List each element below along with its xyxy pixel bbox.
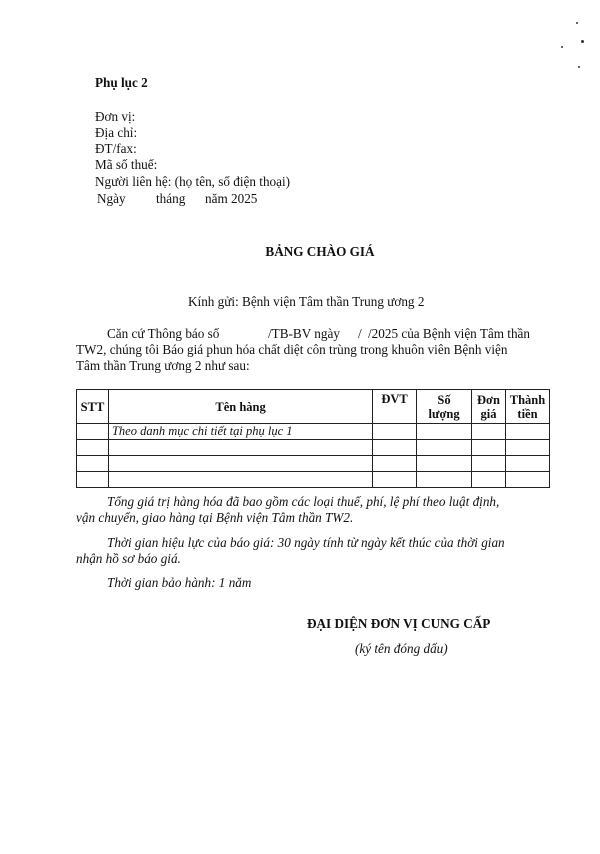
header-qty-line1: Số <box>437 392 451 407</box>
cell-price <box>471 440 505 456</box>
date-day: Ngày <box>97 191 126 206</box>
cell-stt <box>77 440 109 456</box>
table-row <box>77 440 550 456</box>
recipient-line: Kính gửi: Bệnh viện Tâm thần Trung ương 2 <box>188 294 425 309</box>
tax-code-field: Mã số thuế: <box>95 157 158 172</box>
cell-stt <box>77 472 109 488</box>
cell-unit <box>373 472 417 488</box>
document-title: BẢNG CHÀO GIÁ <box>265 244 375 259</box>
unit-field: Đơn vị: <box>95 109 136 124</box>
cell-qty <box>417 424 472 440</box>
cell-unit <box>373 440 417 456</box>
intro-line-3: Tâm thần Trung ương 2 như sau: <box>76 358 250 373</box>
intro-line-1d: /2025 của Bệnh viện Tâm thần <box>368 326 530 341</box>
address-field: Địa chỉ: <box>95 125 138 140</box>
intro-line-1c: / <box>358 326 362 341</box>
table-header-row <box>77 390 550 424</box>
header-qty <box>417 390 472 424</box>
cell-total <box>505 424 549 440</box>
header-price-line1: Đơn <box>477 392 500 407</box>
header-unit: ĐVT <box>373 390 417 424</box>
cell-qty <box>417 456 472 472</box>
cell-qty <box>417 472 472 488</box>
phone-fax-field: ĐT/fax: <box>95 141 137 156</box>
table-row <box>77 456 550 472</box>
header-name: Tên hàng <box>108 390 372 424</box>
cell-total <box>505 472 549 488</box>
appendix-title: Phụ lục 2 <box>95 75 148 90</box>
note-total-value-line1: Tổng giá trị hàng hóa đã bao gồm các loại thuế, phí, lệ phí theo luật định, <box>107 494 500 509</box>
cell-price <box>471 456 505 472</box>
note-total-value-line2: vận chuyển, giao hàng tại Bệnh viện Tâm thần TW2. <box>76 510 354 525</box>
scan-speck <box>561 46 563 48</box>
cell-name <box>108 456 372 472</box>
cell-name <box>108 440 372 456</box>
header-qty-line2: lượng <box>428 406 460 421</box>
cell-name <box>108 472 372 488</box>
intro-line-2: TW2, chúng tôi Báo giá phun hóa chất diệt côn trùng trong khuôn viên Bệnh viện <box>76 342 508 357</box>
header-stt: STT <box>77 390 109 424</box>
note-validity-line1: Thời gian hiệu lực của báo giá: 30 ngày tính từ ngày kết thúc của thời gian <box>107 535 505 550</box>
scan-speck <box>578 66 580 68</box>
header-price <box>471 390 505 424</box>
table-row <box>77 472 550 488</box>
date-month: tháng <box>156 191 186 206</box>
header-total-line1: Thành <box>509 392 546 407</box>
header-total <box>505 390 549 424</box>
cell-unit <box>373 456 417 472</box>
note-validity-line2: nhận hồ sơ báo giá. <box>76 551 181 566</box>
cell-stt <box>77 456 109 472</box>
cell-price <box>471 424 505 440</box>
scan-speck <box>581 40 584 43</box>
intro-line-1b: /TB-BV ngày <box>268 326 340 341</box>
quote-table <box>76 389 550 488</box>
cell-qty <box>417 440 472 456</box>
cell-name: Theo danh mục chi tiết tại phụ lục 1 <box>108 424 372 440</box>
intro-line-1a: Căn cứ Thông báo số <box>107 326 220 341</box>
signature-note: (ký tên đóng dấu) <box>355 641 448 656</box>
header-price-line2: giá <box>480 406 497 421</box>
signature-title: ĐẠI DIỆN ĐƠN VỊ CUNG CẤP <box>307 616 491 631</box>
cell-price <box>471 472 505 488</box>
cell-total <box>505 456 549 472</box>
cell-total <box>505 440 549 456</box>
cell-unit <box>373 424 417 440</box>
contact-field: Người liên hệ: (họ tên, số điện thoại) <box>95 174 291 189</box>
scan-speck <box>576 22 578 24</box>
note-warranty: Thời gian bảo hành: 1 năm <box>107 575 252 590</box>
table-row <box>77 424 550 440</box>
header-total-line2: tiền <box>517 406 538 421</box>
date-year: năm 2025 <box>205 191 258 206</box>
cell-stt <box>77 424 109 440</box>
